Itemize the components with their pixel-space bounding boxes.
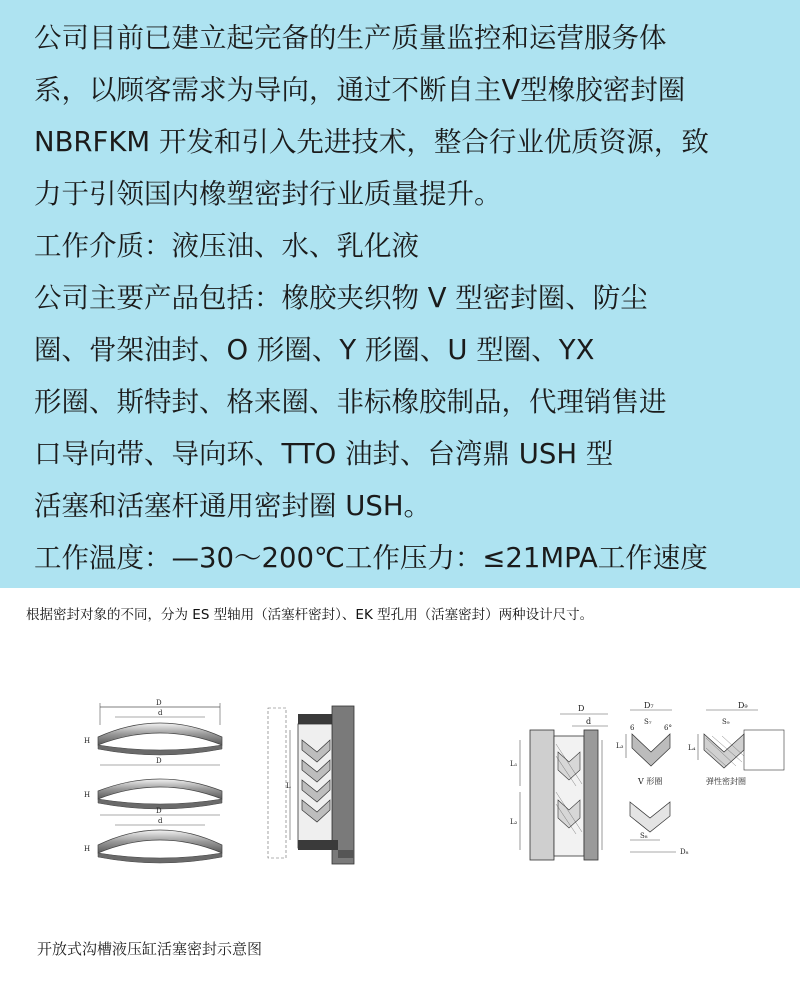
label-D7: D₇ [644,701,654,710]
v-ring-detail [616,701,689,856]
v-ring-caption: V 形圈 [638,777,663,786]
label-H-1: H [84,737,91,745]
label-L4: L₄ [688,744,696,752]
groove-section-figure [262,700,362,870]
v-ring-middle [84,757,222,809]
intro-line-10: 活塞和活塞杆通用密封圈 USH。 [34,490,432,522]
label-S7: S₇ [644,718,652,726]
label-D-3: D [156,807,162,815]
intro-line-8: 形圈、斯特封、格来圈、非标橡胶制品，代理销售进 [34,386,667,418]
label-six-deg: 6° [664,724,672,732]
v-ring-top [84,699,222,755]
label-D-2: D [156,757,162,765]
intro-line-11: 工作温度：—30～200℃工作压力：≤21MPA工作速度 [34,542,708,574]
label-d: d [158,709,163,717]
intro-line-4: 力于引领国内橡塑密封行业质量提升。 [34,178,502,210]
label-D9: D₉ [738,701,748,710]
label-S8: S₈ [640,832,648,840]
intro-line-2: 系，以顾客需求为导向，通过不断自主V型橡胶密封圈 [34,74,686,106]
elastic-seal-caption: 弹性密封圈 [706,777,746,786]
intro-line-7: 圈、骨架油封、O 形圈、Y 形圈、U 型圈、YX [34,334,595,366]
seal-type-caption: 根据密封对象的不同，分为 ES 型轴用（活塞杆密封）、EK 型孔用（活塞密封）两种设计尺寸。 [26,607,594,623]
label-d-3: d [158,817,163,825]
intro-line-1: 公司目前已建立起完备的生产质量监控和运营服务体 [34,22,667,54]
figure-caption: 开放式沟槽液压缸活塞密封示意图 [37,940,263,958]
intro-line-5: 工作介质：液压油、水、乳化液 [34,230,419,262]
elastic-seal-detail [688,701,784,786]
label-L: L [286,782,291,790]
v-ring-bottom [84,807,222,863]
intro-line-3: NBRFKM 开发和引入先进技术，整合行业优质资源，致 [34,126,709,158]
label-D: D [156,699,162,707]
label-L1: L₁ [510,760,518,768]
label-D-right: D [578,704,585,713]
label-six: 6 [630,724,635,732]
intro-line-6: 公司主要产品包括：橡胶夹织物 V 型密封圈、防尘 [34,282,648,314]
label-D8: D₈ [680,848,689,856]
label-H-3: H [84,845,91,853]
label-d-right: d [586,717,592,726]
intro-line-9: 口导向带、导向环、TTO 油封、台湾鼎 USH 型 [34,438,614,470]
label-H-2: H [84,791,91,799]
label-L3: L₃ [616,742,624,750]
label-S9: S₉ [722,718,730,726]
label-L2: L₂ [510,818,518,826]
seal-cross-section-figure [500,700,790,865]
v-ring-profile-figure [80,695,260,870]
